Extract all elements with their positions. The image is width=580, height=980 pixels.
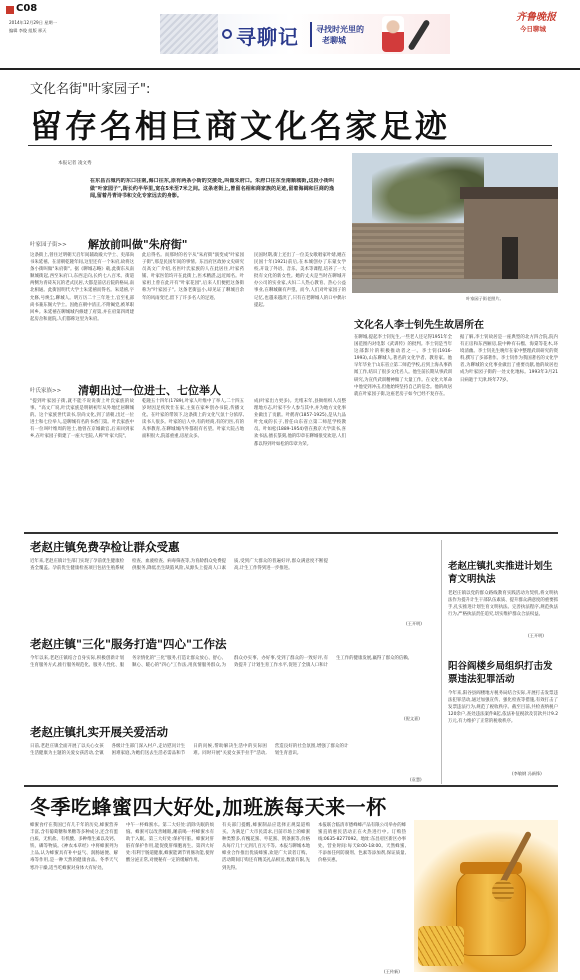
editors: 编辑 李俊 组版 邢天 <box>9 28 47 33</box>
banner-illustration <box>160 14 218 54</box>
news-heading-1: 老赵庄镇免费孕检让群众受惠 <box>30 540 180 554</box>
feature-author: (王传新) <box>384 969 400 974</box>
banner-subtitle-1: 寻找时光里的 <box>316 25 364 34</box>
section-heading-1: 解放前叫做"朱府街" <box>88 238 188 251</box>
lead-intro: 在东昌古城内的东口往南,海口往东,原有两条小街的交接处,叫做朱府口。朱府口往东至南顺城街,这段小街叫做"叶家园子",街长约半华里,宽在5米至7米之间。这条老街上,曾留名相和商家族的足迹,留着海阔和巨商的逸闻,留着丹青诗书和文化专家远去的身影。 <box>90 178 334 200</box>
right-brief-heading-2: 阳谷阎楼乡局组织打击发票违法犯罪活动 <box>448 661 553 685</box>
divider-feature <box>24 785 558 787</box>
photo-ground <box>352 279 558 293</box>
banner-portrait <box>382 16 404 52</box>
lead-col-3: 民国时期,街上还出了一位美女歌唱家叶婧,她在民国十年(1921)前后,在本城创办了东蒙女学校,开设了外语、音乐、美术等课程,培养了一大批有文化的新女性。她的丈夫是当时在聊城开办公司的实业家,夫妇二人热心教育、热心公益事业,在聊城颇有声望。而今,人们对叶家园子的记忆,也越来越淡了,只有在老聊城人的口中偶尔提起。 <box>254 253 346 308</box>
news-author-1: (王开明) <box>406 621 422 626</box>
lead-col-2: 此后得名。而那时的名字从"朱府街"演变成"叶家园子街",那是民国年间的事情。东昌府区政协文史研究员高文广介绍,名医叶氏家族的人在此居住,叶家药铺、叶家医馆均开在此街上,医术精湛,远近闻名。叶家祖上曾在此开有"叶家花园",后来人们便把这条街称为"叶家园子"。这条老街虽小,却见证了聊城百余年的风雨变迁,留下了许多名人的足迹。 <box>142 253 244 301</box>
section-heading-2: 清朝出过一位进士、七位举人 <box>78 384 221 397</box>
news-body-3: 日前,老赵庄镇全面开展了以关心女孩生活健康为主题的关爱女孩活动,全镇各级计生部门深入村户,走访慰问计生困难家庭,为她们送去生活必需品和节日的问候,帮助解决生活中的实际困难。同时开展"关爱女孩手拉手"活动,营造良好的社会氛围,增强了群众的计划生育意识。 <box>30 744 349 757</box>
feature-col-4: 本报联合临清市德峰蜂产品有限公司举办的蜂蜜直销惠民活动正在火热进行中。订购热线:0635-8277092。地址:东昌府区新区办事处。营业时间:每天8:00-18:00。天然蜂蜜,不添加任何防腐剂、色素等添加剂,保证质量,价格实惠。 <box>318 823 406 864</box>
lead-col-8: 据了解,李士钊故居是一座典型的北方四合院,院内有正房和东西厢房,院中种有石榴、海棠等花木,环境清幽。李士钊先生晚年在家中整理武训研究的资料,撰写了多部著作。李士钊作为我国著名的文化学者,为聊城的文化事业做出了重要贡献,他的故居也成为叶家园子街的一处文化地标。1993年3月21日病逝于天津,终年77岁。 <box>460 335 558 383</box>
section-kicker-1: 叶家园子街>> <box>30 242 67 248</box>
lead-col-4: "提到叶家园子街,就不能不说说街上叶氏家族的故事。"高文广说,叶氏家族是明朝初年从外地迁居聊城的。这个家族世代读书,崇尚文化,到了清朝,出过一位进士和七位举人,是聊城有名的书香门第。叶氏家族中有一位叫叶维周的进士,他曾在京城做官,后来回到家乡,在叶家园子街建了一座大宅院,人称"叶家大院"。 <box>30 399 134 440</box>
honeycomb <box>418 926 464 966</box>
page-marker <box>6 6 14 14</box>
issue-date: 2014年12月29日 星期一 <box>9 20 57 25</box>
news-heading-3: 老赵庄镇扎实开展关爱活动 <box>30 725 168 739</box>
lead-byline: 本报记者 凌文秀 <box>58 161 92 166</box>
feature-col-1: 蜂蜜食疗在我国已有几千年的历史,蜂蜜营养丰富,含有葡萄糖和果糖等多种成分,还含有蛋白质、无机盐、有机酸、多种维生素以及钙、铁、磷等物质。《神农本草经》中将蜂蜜列为上品,认为蜂蜜具有补中益气、润肠通便、解毒等作用,是一种天然的健康食品。冬季天气寒冷干燥,适当吃蜂蜜对身体大有好处。 <box>30 823 118 871</box>
right-brief-author-1: (王开明) <box>528 633 544 638</box>
divider-vertical-news <box>441 540 442 784</box>
dipper-head <box>492 880 514 902</box>
street-photo <box>352 153 558 293</box>
section-heading-3: 文化名人李士钊先生故居所在 <box>354 320 484 331</box>
lead-headline: 留存名相巨商文化名家足迹 <box>30 107 451 145</box>
edition-name: 今日聊城 <box>520 25 546 33</box>
page-number: C08 <box>16 3 38 14</box>
divider-lead-bottom <box>24 532 558 534</box>
page-header <box>0 0 580 70</box>
lead-col-5: 乾隆五十四年(1789),叶家人叶维中了举人,二十四五岁时因足疾致仕在家,主张在家乡创办书院,传播文化。在叶家的带领下,这条街上的文化气氛十分浓厚,读书人很多。叶家的后人中,有的经商,有的行医,有的从事教育,在聊城城内外都很有名望。叶家大院占地面积很大,院落重重,房屋众多。 <box>142 399 244 440</box>
brush-icon <box>407 19 430 51</box>
lead-col-6: 成(叶家出力更多)。光绪末年,县衙组织人员整理地方志,叶家不少人参与其中,并为地方文化事业做出了贡献。叶鹤青(1857-1925),是从九品叶允成的长子,曾任山东省立第二师范学校教员。叶如松(1889-1954)曾在燕京大学读书,喜欢书法,擅长篆刻,他的印章在聊城很受欢迎,人们都以得到叶如松的印章为荣。 <box>254 399 346 447</box>
column-banner <box>160 14 450 54</box>
headline-rule <box>28 145 552 146</box>
right-brief-body-1: 老赵庄镇以党的群众路线教育实践活动为契机,将文明执法作为提升计生干部队伍素质、提升群众满意度的重要抓手,扎实推进计划生育文明执法。完善执法程序,规范执法行为,严格执法责任追究,切实维护群众合法权益。 <box>448 591 558 618</box>
honey-illustration <box>414 820 558 972</box>
right-brief-author-2: (李敏钢 冯新锋) <box>512 771 542 776</box>
newspaper-logo: 齐鲁晚报 <box>516 12 556 23</box>
banner-title: 寻聊记 <box>236 25 299 49</box>
section-kicker-2: 叶氏家族>> <box>30 388 62 394</box>
feature-col-2: 中午一杯蜂蜜水。第二大好处:消除失眠的烦恼。蜂蜜可以改善睡眠,睡前喝一杯蜂蜜水有助于入眠。第三大好处:保护肝脏。蜂蜜对肝脏有保护作用,能促使肝细胞再生。第四大好处:有利于肠道健康,蜂蜜能调节胃肠功能,使胃酸分泌正常,对便秘有一定的缓解作用。 <box>126 823 214 864</box>
right-brief-heading-1: 老赵庄镇扎实推进计划生育文明执法 <box>448 561 553 585</box>
news-author-3: (袁慧) <box>410 777 422 782</box>
photo-caption: 叶家园子街老照片。 <box>466 296 504 301</box>
lead-col-1: 这条街上,曾住过明朝天启年间辅政殿大学士、吏部尚书朱延禧。在清朝乾隆年间,这里还有一个朱府,故将这条小街叫做"朱府街"。据《聊城志略》载,此街东从南顺城街起,西至朱府口,东西走向,长约七八百米。街道两侧为青砖灰瓦的老式民居,大都是前店后院的格局,南北相通。此街因明代大学士朱延禧而得名。朱延禧,字允修,号焕尘,聊城人。明万历二十三年进士,官至礼部尚书兼东阁大学士。因他在朝中清正,不附阉党,被革职回乡。朱延禧在聊城城内修建了府第,并在府第四周建起房舍和庭院,人们都称这里为朱府。 <box>30 253 134 322</box>
banner-decor-icon <box>222 29 232 39</box>
news-body-2: 今年以来,老赵庄镇结合自身实际,积极创新计划生育服务方式,推行服务规范化、服务人性化、服务亲情化的"三化"服务,打造让群众放心、舒心、顺心、暖心的"四心"工作法,用真情服务群众,为群众办实事、办好事,受到了群众的一致好评,有效提升了计划生育工作水平,促进了全镇人口和计生工作的健康发展,赢得了群众的信赖。 <box>30 656 413 669</box>
honey-jar <box>456 870 526 956</box>
feature-headline: 冬季吃蜂蜜四大好处,加班族每天来一杯 <box>30 795 387 819</box>
photo-roof <box>460 187 558 199</box>
lead-kicker: 文化名街"叶家园子": <box>30 82 151 97</box>
right-brief-body-2: 今年来,阳谷县阎楼地方税务局结合实际,开展打击发票违法犯罪活动,通过加强宣传、强化检查等措施,有效打击了发票违法行为,规范了税收秩序。截至目前,共检查纳税户120余户,查处违法案件8起,依法补征税款及罚款共计9.2万元,有力维护了正常的税收秩序。 <box>448 691 558 725</box>
news-heading-2: 老赵庄镇"三化"服务打造"四心"工作法 <box>30 637 227 651</box>
banner-divider <box>310 22 312 47</box>
lead-col-7: 在聊城,提起李士钊先生,一些老人还记得1951年全国范围内对电影《武训传》的批判。李士钊是当年这部影片的积极推动者之一。李士钊(1916-1993),山东聊城人,著名的文化学者、教育家。他早年毕业于山东省立第二师范学校,后到上海从事新闻工作,结识了很多文化名人。他生前长期从事武训研究,为宣传武训精神做了大量工作。在文化大革命中他受到冲击,但他始终坚持自己的信念。他的故居就在叶家园子街,这座老房子如今已经不复存在。 <box>354 335 452 397</box>
news-author-2: (倪文嘉) <box>404 716 420 721</box>
news-body-1: 近年来,老赵庄镇计生部门实现了孕前优生健康检查全覆盖。孕前优生健康检查项目包括生殖系统检查、血液检查、病毒筛查等,为育龄群众免费提供服务,降低出生缺陷风险,从源头上提高人口素质,受到广大群众的普遍好评,群众满意度不断提高,计生工作得到进一步推进。 <box>30 559 328 572</box>
banner-subtitle-2: 老聊城 <box>322 36 346 45</box>
feature-col-3: 有关部门提醒,蜂蜜制品应选择正规渠道购买。为满足广大市民需求,目前市场上的蜂蜜种类繁多,有槐花蜜、枣花蜜、荆条蜜等,价格从每斤几十元到几百元不等。本报与聊城本地蜂业合作推出优质蜂蜜,欢迎广大读者订购。活动期间订购还有精美礼品相送,数量有限,先到先得。 <box>222 823 310 871</box>
